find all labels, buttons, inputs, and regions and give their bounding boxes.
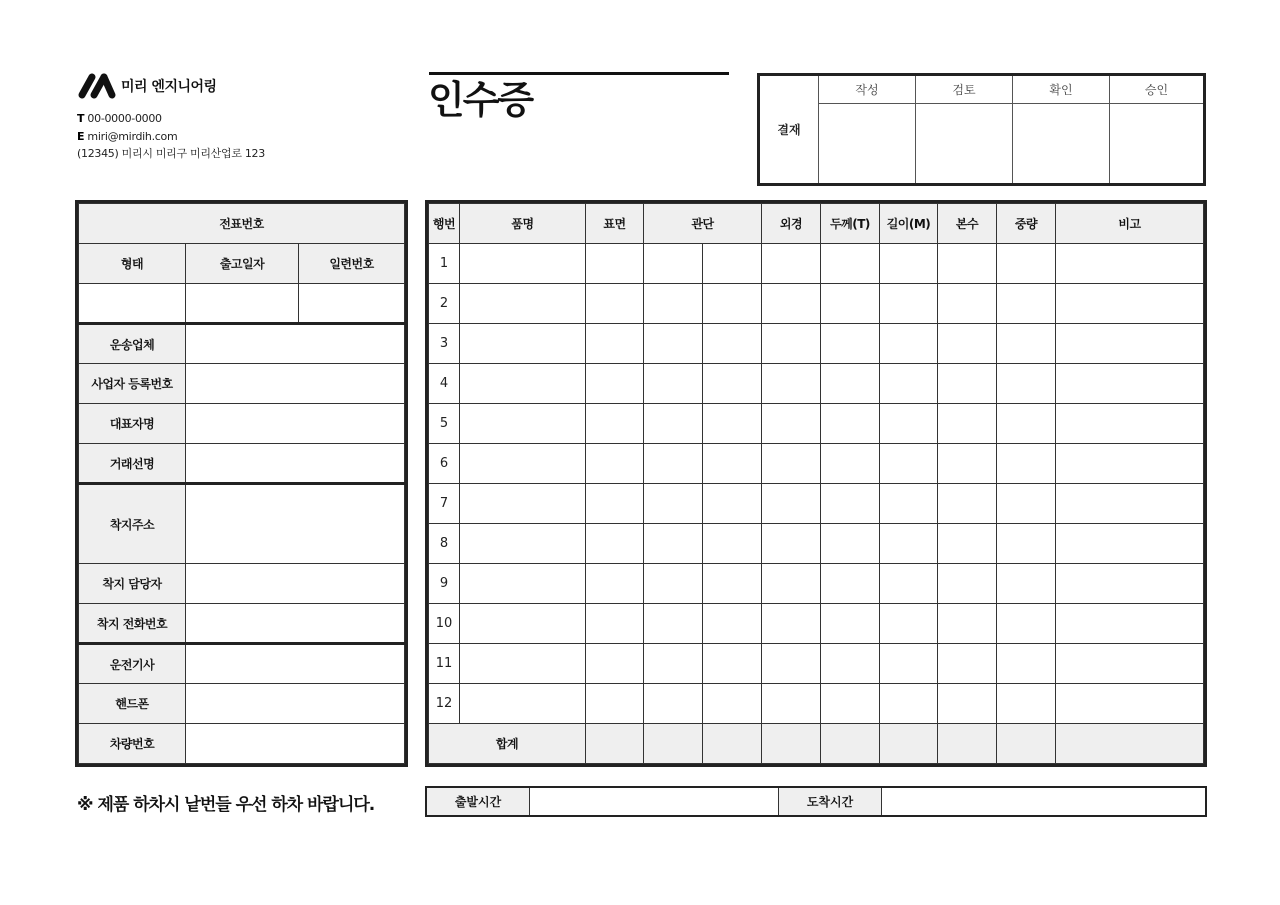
cell-remarks[interactable] (1056, 684, 1204, 724)
total-count[interactable] (938, 724, 997, 764)
total-surface[interactable] (586, 724, 644, 764)
cell-thickness[interactable] (821, 444, 880, 484)
cell-pipe-end-a[interactable] (644, 524, 703, 564)
approval-header-write: 작성 (819, 76, 916, 104)
approval-sign-write[interactable] (819, 104, 916, 183)
cell-item-name[interactable] (460, 324, 586, 364)
cell-pipe-end-b[interactable] (703, 244, 762, 284)
cell-outer-diameter[interactable] (762, 404, 821, 444)
cell-thickness[interactable] (821, 684, 880, 724)
cell-count[interactable] (938, 244, 997, 284)
cell-count[interactable] (938, 524, 997, 564)
approval-header-approve: 승인 (1110, 76, 1203, 104)
cell-surface[interactable] (586, 324, 644, 364)
cell-length[interactable] (880, 564, 938, 604)
arrival-time-label: 도착시간 (779, 788, 882, 815)
total-row (429, 724, 1204, 764)
approval-sign-confirm[interactable] (1013, 104, 1110, 183)
cell-pipe-end-b[interactable] (703, 684, 762, 724)
cell-pipe-end-b[interactable] (703, 284, 762, 324)
col-header-thickness: 두께(T) (821, 204, 880, 244)
cell-weight[interactable] (997, 684, 1056, 724)
cell-count[interactable] (938, 284, 997, 324)
col-header-pipe-end: 관단 (644, 204, 762, 244)
col-header-outer-diameter: 외경 (762, 204, 821, 244)
table-row (429, 484, 1204, 524)
cell-remarks[interactable] (1056, 564, 1204, 604)
ship-date-header: 출고일자 (186, 244, 299, 284)
cell-thickness[interactable] (821, 324, 880, 364)
cell-count[interactable] (938, 404, 997, 444)
slip-number-header: 전표번호 (79, 204, 405, 244)
cell-weight[interactable] (997, 284, 1056, 324)
ship-date-field[interactable] (186, 284, 299, 324)
cell-item-name[interactable] (460, 404, 586, 444)
destination-contact-label: 착지 담당자 (79, 564, 186, 604)
table-row (429, 444, 1204, 484)
total-pipe-end-a[interactable] (644, 724, 703, 764)
approval-label: 결재 (760, 76, 819, 183)
cell-surface[interactable] (586, 524, 644, 564)
total-length[interactable] (880, 724, 938, 764)
cell-item-name[interactable] (460, 284, 586, 324)
cell-length[interactable] (880, 604, 938, 644)
row-number: 2 (429, 284, 460, 324)
row-number: 5 (429, 404, 460, 444)
departure-time-label: 출발시간 (427, 788, 530, 815)
cell-weight[interactable] (997, 404, 1056, 444)
cell-item-name[interactable] (460, 524, 586, 564)
cell-outer-diameter[interactable] (762, 604, 821, 644)
cell-outer-diameter[interactable] (762, 564, 821, 604)
cell-weight[interactable] (997, 644, 1056, 684)
total-outer-diameter[interactable] (762, 724, 821, 764)
row-number: 10 (429, 604, 460, 644)
departure-time-field[interactable] (530, 788, 779, 815)
cell-item-name[interactable] (460, 244, 586, 284)
total-pipe-end-b[interactable] (703, 724, 762, 764)
slip-type-field[interactable] (79, 284, 186, 324)
col-header-remarks: 비고 (1056, 204, 1204, 244)
cell-pipe-end-a[interactable] (644, 444, 703, 484)
cell-pipe-end-b[interactable] (703, 484, 762, 524)
ceo-name-field[interactable] (186, 404, 405, 444)
slip-type-header: 형태 (79, 244, 186, 284)
cell-outer-diameter[interactable] (762, 244, 821, 284)
table-row (429, 524, 1204, 564)
row-number: 9 (429, 564, 460, 604)
cell-pipe-end-a[interactable] (644, 564, 703, 604)
cell-item-name[interactable] (460, 364, 586, 404)
cell-weight[interactable] (997, 564, 1056, 604)
business-reg-field[interactable] (186, 364, 405, 404)
cell-pipe-end-a[interactable] (644, 244, 703, 284)
cell-length[interactable] (880, 284, 938, 324)
table-row (429, 284, 1204, 324)
cell-pipe-end-a[interactable] (644, 404, 703, 444)
cell-weight[interactable] (997, 244, 1056, 284)
total-remarks[interactable] (1056, 724, 1204, 764)
cell-remarks[interactable] (1056, 644, 1204, 684)
serial-number-field[interactable] (299, 284, 405, 324)
cell-pipe-end-b[interactable] (703, 444, 762, 484)
destination-contact-field[interactable] (186, 564, 405, 604)
cell-outer-diameter[interactable] (762, 484, 821, 524)
cell-pipe-end-b[interactable] (703, 604, 762, 644)
cell-pipe-end-a[interactable] (644, 364, 703, 404)
row-number: 11 (429, 644, 460, 684)
cell-pipe-end-b[interactable] (703, 364, 762, 404)
cell-count[interactable] (938, 604, 997, 644)
cell-pipe-end-b[interactable] (703, 644, 762, 684)
cell-weight[interactable] (997, 444, 1056, 484)
table-row (429, 364, 1204, 404)
company-contact (77, 110, 265, 163)
cell-surface[interactable] (586, 484, 644, 524)
cell-item-name[interactable] (460, 604, 586, 644)
cell-length[interactable] (880, 364, 938, 404)
cell-remarks[interactable] (1056, 444, 1204, 484)
cell-thickness[interactable] (821, 484, 880, 524)
cell-remarks[interactable] (1056, 604, 1204, 644)
cell-item-name[interactable] (460, 684, 586, 724)
time-record-bar (425, 786, 1207, 817)
destination-phone-field[interactable] (186, 604, 405, 644)
col-header-surface: 표면 (586, 204, 644, 244)
cell-pipe-end-a[interactable] (644, 604, 703, 644)
cell-thickness[interactable] (821, 564, 880, 604)
cell-weight[interactable] (997, 484, 1056, 524)
cell-item-name[interactable] (460, 644, 586, 684)
total-label: 합계 (429, 724, 586, 764)
email-line (77, 128, 265, 146)
client-name-label: 거래선명 (79, 444, 186, 484)
phone-value: 00-0000-0000 (87, 112, 162, 125)
cell-outer-diameter[interactable] (762, 684, 821, 724)
total-weight[interactable] (997, 724, 1056, 764)
vehicle-number-label: 차량번호 (79, 724, 186, 764)
cell-length[interactable] (880, 684, 938, 724)
destination-phone-label: 착지 전화번호 (79, 604, 186, 644)
carrier-label: 운송업체 (79, 324, 186, 364)
cell-pipe-end-b[interactable] (703, 524, 762, 564)
cell-weight[interactable] (997, 324, 1056, 364)
cell-remarks[interactable] (1056, 364, 1204, 404)
arrival-time-field[interactable] (882, 788, 1205, 815)
shipment-info-form (75, 200, 408, 767)
cell-length[interactable] (880, 324, 938, 364)
cell-length[interactable] (880, 524, 938, 564)
cell-surface[interactable] (586, 364, 644, 404)
cell-remarks[interactable] (1056, 404, 1204, 444)
cell-outer-diameter[interactable] (762, 364, 821, 404)
cell-pipe-end-b[interactable] (703, 564, 762, 604)
table-row (429, 404, 1204, 444)
cell-surface[interactable] (586, 244, 644, 284)
page-title: 인수증 (428, 78, 533, 122)
cell-surface[interactable] (586, 564, 644, 604)
row-number: 12 (429, 684, 460, 724)
approval-sign-review[interactable] (916, 104, 1013, 183)
table-row (429, 564, 1204, 604)
cell-item-name[interactable] (460, 564, 586, 604)
driver-label: 운전기사 (79, 644, 186, 684)
cell-thickness[interactable] (821, 644, 880, 684)
email-label: E (77, 129, 85, 143)
cell-pipe-end-a[interactable] (644, 644, 703, 684)
cell-pipe-end-a[interactable] (644, 484, 703, 524)
cell-thickness[interactable] (821, 604, 880, 644)
cell-outer-diameter[interactable] (762, 644, 821, 684)
cell-length[interactable] (880, 484, 938, 524)
cell-remarks[interactable] (1056, 484, 1204, 524)
table-row (429, 644, 1204, 684)
row-number: 6 (429, 444, 460, 484)
cell-thickness[interactable] (821, 404, 880, 444)
mobile-label: 핸드폰 (79, 684, 186, 724)
company-logo (77, 72, 217, 100)
cell-length[interactable] (880, 444, 938, 484)
cell-surface[interactable] (586, 404, 644, 444)
cell-remarks[interactable] (1056, 284, 1204, 324)
cell-pipe-end-a[interactable] (644, 324, 703, 364)
cell-thickness[interactable] (821, 364, 880, 404)
col-header-item-name: 품명 (460, 204, 586, 244)
cell-remarks[interactable] (1056, 244, 1204, 284)
cell-thickness[interactable] (821, 524, 880, 564)
total-thickness[interactable] (821, 724, 880, 764)
cell-count[interactable] (938, 684, 997, 724)
cell-pipe-end-a[interactable] (644, 684, 703, 724)
cell-pipe-end-a[interactable] (644, 284, 703, 324)
business-reg-label: 사업자 등록번호 (79, 364, 186, 404)
phone-line (77, 110, 265, 128)
cell-item-name[interactable] (460, 444, 586, 484)
items-header-row (429, 204, 1204, 244)
title-divider (429, 72, 729, 75)
cell-remarks[interactable] (1056, 324, 1204, 364)
cell-surface[interactable] (586, 444, 644, 484)
carrier-field[interactable] (186, 324, 405, 364)
row-number: 3 (429, 324, 460, 364)
mobile-field[interactable] (186, 684, 405, 724)
row-number: 7 (429, 484, 460, 524)
approval-header-confirm: 확인 (1013, 76, 1110, 104)
cell-weight[interactable] (997, 524, 1056, 564)
cell-remarks[interactable] (1056, 524, 1204, 564)
driver-field[interactable] (186, 644, 405, 684)
col-header-count: 본수 (938, 204, 997, 244)
cell-count[interactable] (938, 564, 997, 604)
ceo-name-label: 대표자명 (79, 404, 186, 444)
cell-weight[interactable] (997, 604, 1056, 644)
cell-pipe-end-b[interactable] (703, 324, 762, 364)
cell-item-name[interactable] (460, 484, 586, 524)
items-table (425, 200, 1207, 767)
cell-surface[interactable] (586, 644, 644, 684)
cell-surface[interactable] (586, 604, 644, 644)
company-name: 미리 엔지니어링 (121, 79, 217, 95)
cell-thickness[interactable] (821, 284, 880, 324)
approval-sign-approve[interactable] (1110, 104, 1203, 183)
row-number: 1 (429, 244, 460, 284)
destination-address-label: 착지주소 (79, 484, 186, 564)
cell-thickness[interactable] (821, 244, 880, 284)
approval-header-review: 검토 (916, 76, 1013, 104)
cell-length[interactable] (880, 644, 938, 684)
cell-length[interactable] (880, 404, 938, 444)
table-row (429, 684, 1204, 724)
cell-count[interactable] (938, 364, 997, 404)
vehicle-number-field[interactable] (186, 724, 405, 764)
col-header-length: 길이(M) (880, 204, 938, 244)
cell-length[interactable] (880, 244, 938, 284)
cell-outer-diameter[interactable] (762, 444, 821, 484)
cell-outer-diameter[interactable] (762, 324, 821, 364)
cell-count[interactable] (938, 444, 997, 484)
col-header-row-no: 행번 (429, 204, 460, 244)
cell-outer-diameter[interactable] (762, 524, 821, 564)
table-row (429, 244, 1204, 284)
col-header-weight: 중량 (997, 204, 1056, 244)
cell-count[interactable] (938, 644, 997, 684)
approval-box (757, 73, 1206, 186)
cell-outer-diameter[interactable] (762, 284, 821, 324)
email-value: miri@mirdih.com (87, 129, 178, 143)
client-name-field[interactable] (186, 444, 405, 484)
row-number: 4 (429, 364, 460, 404)
cell-count[interactable] (938, 324, 997, 364)
table-row (429, 324, 1204, 364)
cell-count[interactable] (938, 484, 997, 524)
destination-address-field[interactable] (186, 484, 405, 564)
cell-pipe-end-b[interactable] (703, 404, 762, 444)
table-row (429, 604, 1204, 644)
unloading-notice: ※ 제품 하차시 낱번들 우선 하차 바랍니다. (77, 795, 375, 815)
serial-number-header: 일련번호 (299, 244, 405, 284)
cell-surface[interactable] (586, 684, 644, 724)
row-number: 8 (429, 524, 460, 564)
address-line: (12345) 미리시 미리구 미리산업로 123 (77, 147, 265, 160)
cell-weight[interactable] (997, 364, 1056, 404)
cell-surface[interactable] (586, 284, 644, 324)
logo-mark-icon (77, 72, 117, 100)
phone-label: T (77, 112, 85, 125)
